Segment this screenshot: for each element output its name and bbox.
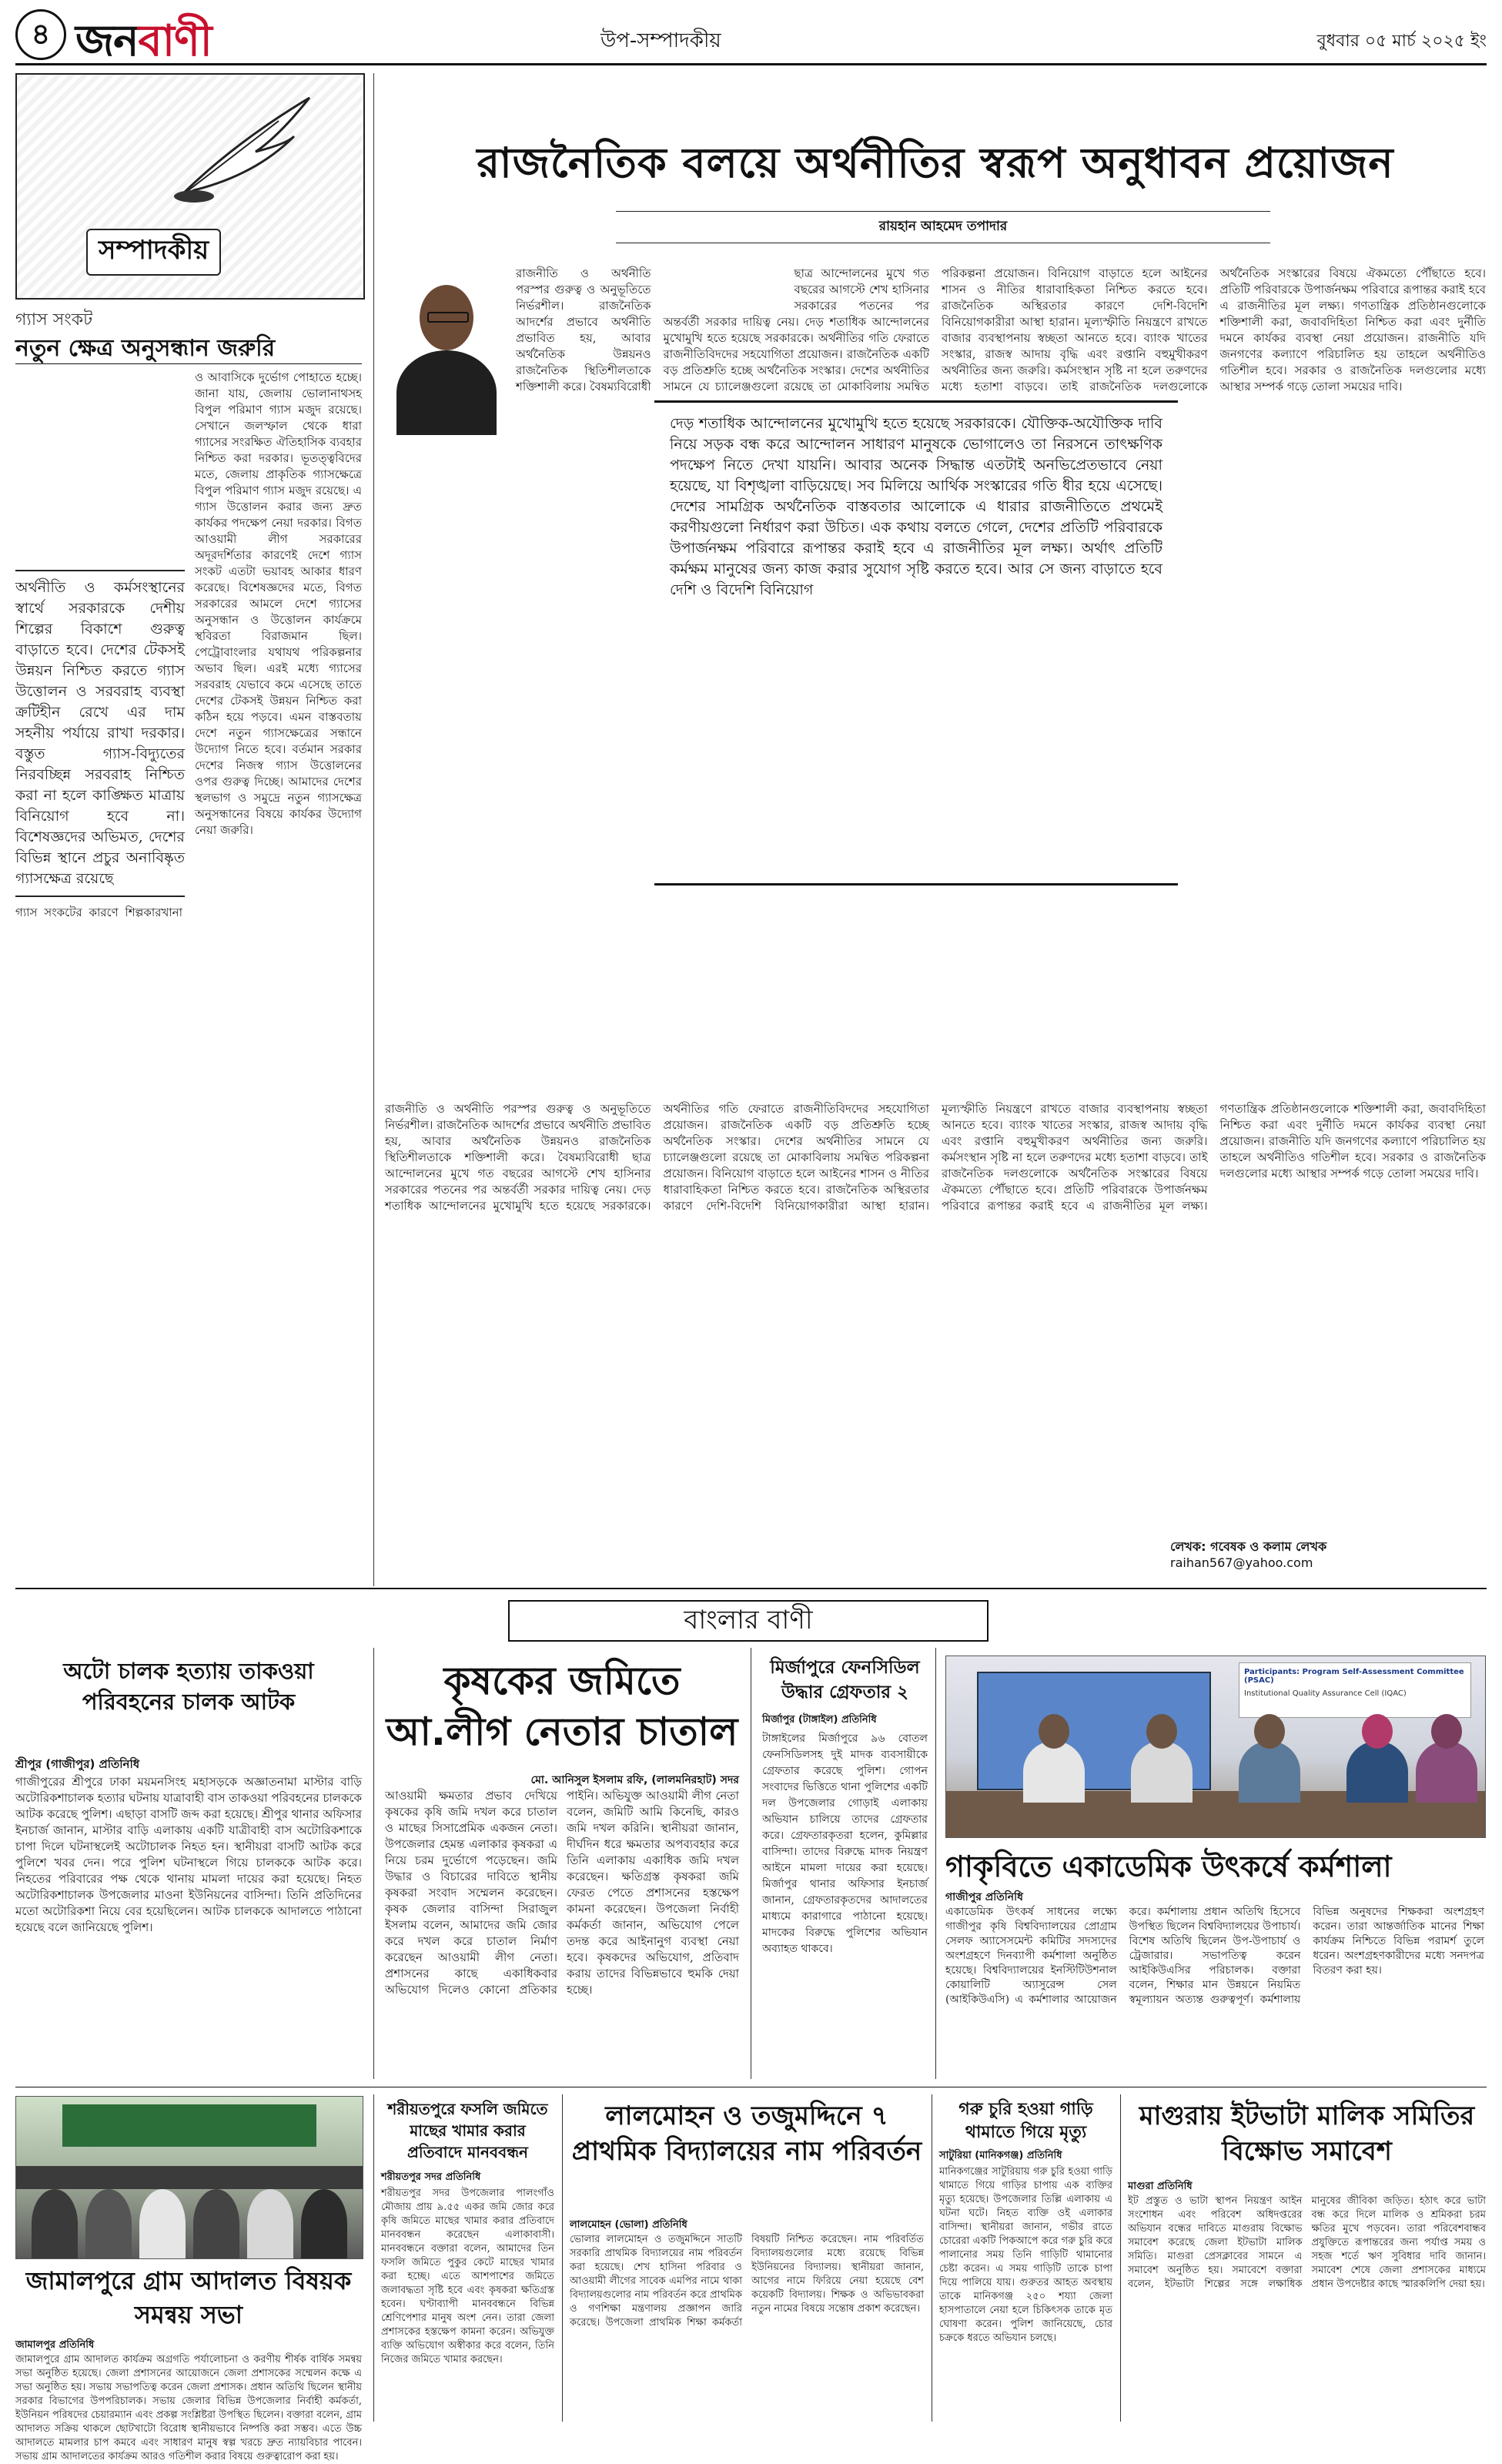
editorial-pull-quote: অর্থনীতি ও কর্মসংস্থানের স্বার্থে সরকারকে দেশীয় শিল্পের বিকাশে গুরুত্ব বাড়াতে হবে। দেশের টেকসই উন্নয়ন নিশ্চিত করতে গ্যাস উত্তোলন ও সরবরাহ ব্যবস্থা ক্রটিহীন রেখে এর দাম সহনীয় পর্যায়ে রাখা দরকার। বস্তুত গ্যাস-বিদ্যুতের নিরবচ্ছিন্ন সরবরাহ নিশ্চিত করা না হলে কাঙ্ক্ষিত মাত্রায় বিনিয়োগ হবে না। বিশেষজ্ঞদের অভিমত, দেশের বিভিন্ন স্থানে প্রচুর অনাবিষ্কৃত গ্যাসক্ষেত্র রয়েছে	[15, 570, 185, 897]
jamalpur-dateline: জামালপুর প্রতিনিধি	[15, 2339, 95, 2351]
jamalpur-headline: জামালপুরে গ্রাম আদালত বিষয়ক সমন্বয় সভা	[25, 2266, 352, 2329]
quill-pen-icon	[163, 90, 317, 206]
mirzapur-headline: মির্জাপুরে ফেনসিডিল উদ্ধার গ্রেফতার ২	[770, 1658, 920, 1702]
editorial-title: সম্পাদকীয়	[86, 229, 221, 276]
section-top-rule	[15, 1588, 1487, 1589]
land-story-body: আওয়ামী ক্ষমতার প্রভাব দেখিয়ে কৃষকের কৃষি জমি দখল করে চাতাল ও মাছের সিসাপ্রেমিক একজন নেতা। উপজেলার হেমন্ত এলাকার কৃষকরা এ নিয়ে চরম দুর্ভোগে পড়েছেন। জমি উদ্ধার ও বিচারের দাবিতে স্থানীয় কৃষকরা সংবাদ সম্মেলন করেছেন। কৃষক জেলার বাসিন্দা সিরাজুল ইসলাম বলেন, আমাদের জমি জোর করে দখল করে চাতাল নির্মাণ করেছেন আওয়ামী লীগ নেতা। প্রশাসনের কাছে একাধিকবার অভিযোগ দিলেও কোনো প্রতিকার পাইনি। অভিযুক্ত আওয়ামী লীগ নেতা বলেন, জমিটি আমি কিনেছি, কারও জমি দখল করিনি। স্থানীয়রা জানান, দীর্ঘদিন ধরে ক্ষমতার অপব্যবহার করে তিনি এলাকায় একাধিক জমি দখল করেছেন। ক্ষতিগ্রস্ত কৃষকরা জমি ফেরত পেতে প্রশাসনের হস্তক্ষেপ কামনা করেছেন। উপজেলা নির্বাহী কর্মকর্তা জানান, অভিযোগ পেলে তদন্ত করে আইনানুগ ব্যবস্থা নেয়া হবে। কৃষকদের অভিযোগ, প্রতিবাদ করায় তাদের বিভিন্নভাবে হুমকি দেয়া হচ্ছে।	[385, 1789, 739, 1997]
op-ed-pull-quote-box	[654, 400, 1178, 886]
op-ed-headline: রাজনৈতিক বলয়ে অর্থনীতির স্বরূপ অনুধাবন প্রয়োজন	[477, 139, 1394, 187]
column-rule	[1120, 2094, 1121, 2422]
workshop-banner-text-1: Participants: Program Self-Assessment Committee (PSAC)	[1244, 1668, 1464, 1685]
satuira-headline: গরু চুরি হওয়া গাড়ি থামাতে গিয়ে মৃত্যু	[958, 2100, 1093, 2142]
column-rule	[562, 2094, 563, 2422]
column-rule	[373, 73, 374, 1586]
op-ed-byline: রায়হান আহমেদ তপাদার	[616, 211, 1270, 243]
magura-headline: মাগুরায় ইটভাটা মালিক সমিতির বিক্ষোভ সমাবেশ	[1139, 2101, 1475, 2167]
op-ed-body-continued	[385, 1101, 1486, 1532]
workshop-dateline: গাজীপুর প্রতিনিধি	[945, 1891, 1024, 1903]
author-note: লেখক: গবেষক ও কলাম লেখক	[1170, 1539, 1327, 1554]
shariatpur-dateline: শরীয়তপুর সদর প্রতিনিধি	[381, 2171, 481, 2183]
op-ed-text: রাজনীতি ও অর্থনীতি পরস্পর গুরুত্ব ও অনুভূতিতে নির্ভরশীল। রাজনৈতিক আদর্শের প্রভাবে অর্থনীতি প্রভাবিত হয়, আবার অর্থনৈতিক উন্নয়নও রাজনৈতিক স্থিতিশীলতাকে শক্তিশালী করে। বৈষম্যবিরোধী ছাত্র আন্দোলনের মুখে গত বছরের আগস্টে শেখ হাসিনার সরকারের পতনের পর অন্তর্বর্তী সরকার দায়িত্ব নেয়। দেড় শতাধিক আন্দোলনের মুখোমুখি হতে হয়েছে সরকারকে। অর্থনীতির গতি ফেরাতে রাজনীতিবিদদের সহযোগিতা প্রয়োজন। রাজনৈতিক একটি বড় প্রতিশ্রুতি হচ্ছে অর্থনৈতিক সংস্কার। দেশের অর্থনীতির সামনে যে চ্যালেঞ্জগুলো রয়েছে তা মোকাবিলায় সমন্বিত পরিকল্পনা প্রয়োজন। বিনিয়োগ বাড়াতে হলে আইনের শাসন ও নীতির ধারাবাহিকতা নিশ্চিত করতে হবে। রাজনৈতিক অস্থিরতার কারণে দেশি-বিদেশি বিনিয়োগকারীরা আস্থা হারান। মূল্যস্ফীতি নিয়ন্ত্রণে রাখতে বাজার ব্যবস্থাপনায় স্বচ্ছতা আনতে হবে। ব্যাংক খাতের সংস্কার, রাজস্ব আদায় বৃদ্ধি এবং রপ্তানি বহুমুখীকরণ অর্থনীতির জন্য জরুরি। কর্মসংস্থান সৃষ্টি না হলে তরুণদের মধ্যে হতাশা বাড়বে। তাই রাজনৈতিক দলগুলোকে অর্থনৈতিক সংস্কারের বিষয়ে ঐকমত্যে পৌঁছাতে হবে। প্রতিটি পরিবারকে উপার্জনক্ষম পরিবারে রূপান্তর করাই হবে এ রাজনীতির মূল লক্ষ্য। গণতান্ত্রিক প্রতিষ্ঠানগুলোকে শক্তিশালী করা, জবাবদিহিতা নিশ্চিত করা এবং দুর্নীতি দমনে কার্যকর ব্যবস্থা নেয়া প্রয়োজন। রাজনীতি যদি জনগণের কল্যাণে পরিচালিত হয় তাহলে অর্থনীতিও গতিশীল হবে। সরকার ও রাজনৈতিক দলগুলোর মধ্যে আস্থার সম্পর্ক গড়ে তোলা সময়ের দাবি।	[516, 266, 1486, 393]
editorial-headline: নতুন ক্ষেত্র অনুসন্ধান জরুরি	[15, 335, 276, 362]
workshop-photo-banner	[1239, 1662, 1471, 1718]
lalmohan-body: ভোলার লালমোহন ও তজুমদ্দিনে সাতটি সরকারি প্রাথমিক বিদ্যালয়ের নাম পরিবর্তন করা হয়েছে। শেখ হাসিনা পরিবার ও আওয়ামী লীগের সাবেক এমপির নামে থাকা বিদ্যালয়গুলোর নাম পরিবর্তন করে প্রাথমিক ও গণশিক্ষা মন্ত্রণালয় প্রজ্ঞাপন জারি করেছে। উপজেলা প্রাথমিক শিক্ষা কর্মকর্তা বিষয়টি নিশ্চিত করেছেন। নাম পরিবর্তিত বিদ্যালয়গুলোর মধ্যে রয়েছে বিভিন্ন ইউনিয়নের বিদ্যালয়। স্থানীয়রা জানান, আগের নামে ফিরিয়ে নেয়া হয়েছে বেশ কয়েকটি বিদ্যালয়। শিক্ষক ও অভিভাবকরা নতুন নামের বিষয়ে সন্তোষ প্রকাশ করেছেন।	[570, 2234, 924, 2328]
column-rule	[373, 2094, 374, 2422]
shariatpur-headline: শরীয়তপুরে ফসলি জমিতে মাছের খামার করার প্রতিবাদে মানববন্ধন	[387, 2100, 548, 2161]
author-email[interactable]: raihan567@yahoo.com	[1170, 1555, 1313, 1570]
auto-story-body: গাজীপুরের শ্রীপুরে ঢাকা ময়মনসিংহ মহাসড়কে অজ্ঞাতনামা মাস্টার বাড়ি অটোরিকশাচালক হত্যার ঘটনায় যাত্রাবাহী বাস তাকওয়া পরিবহনের চালককে আটক করেছে পুলিশ। এছাড়া বাসটি জব্দ করা হয়েছে। শ্রীপুর থানার অফিসার ইনচার্জ জানান, মাস্টার বাড়ি এলাকায় একটি যাত্রীবাহী বাস অটোরিকশাকে চাপা দিলে ঘটনাস্থলেই অটোচালক নিহত হন। স্থানীয়রা বাসটি আটক করে পুলিশে খবর দেন। পরে পুলিশ ঘটনাস্থলে গিয়ে চালককে আটক করে। নিহতের পরিবারের পক্ষ থেকে থানায় মামলা দায়ের করা হয়েছে। নিহত অটোরিকশাচালক উপজেলার মাওনা ইউনিয়নের বাসিন্দা। তিনি প্রতিদিনের মতো অটোরিকশা নিয়ে বের হয়েছিলেন। আটক চালককে আদালতে পাঠানো হয়েছে বলে জানিয়েছে পুলিশ।	[15, 1775, 362, 1934]
lalmohan-dateline: লালমোহন (ভোলা) প্রতিনিধি	[570, 2219, 687, 2231]
lalmohan-headline: লালমোহন ও তজুমদ্দিনে ৭ প্রাথমিক বিদ্যালয়ের নাম পরিবর্তন	[571, 2101, 922, 2167]
editorial-divider	[15, 363, 362, 364]
workshop-photo	[945, 1656, 1486, 1838]
workshop-body: একাডেমিক উৎকর্ষ সাধনের লক্ষ্যে গাজীপুর কৃষি বিশ্ববিদ্যালয়ের প্রোগ্রাম সেলফ অ্যাসেসমেন্ট কমিটির সদস্যদের অংশগ্রহণে দিনব্যাপী কর্মশালা অনুষ্ঠিত হয়েছে। বিশ্ববিদ্যালয়ের ইনস্টিটিউশনাল কোয়ালিটি অ্যাসুরেন্স সেল (আইকিউএসি) এ কর্মশালার আয়োজন করে। কর্মশালায় প্রধান অতিথি হিসেবে উপস্থিত ছিলেন বিশ্ববিদ্যালয়ের উপাচার্য। বিশেষ অতিথি ছিলেন উপ-উপাচার্য ও ট্রেজারার। সভাপতিত্ব করেন আইকিউএসির পরিচালক। বক্তারা বলেন, শিক্ষার মান উন্নয়নে নিয়মিত স্বমূল্যায়ন অত্যন্ত গুরুত্বপূর্ণ। কর্মশালায় বিভিন্ন অনুষদের শিক্ষকরা অংশগ্রহণ করেন। তারা আন্তর্জাতিক মানের শিক্ষা কার্যক্রম নিশ্চিতে বিভিন্ন পরামর্শ তুলে ধরেন। অংশগ্রহণকারীদের মধ্যে সনদপত্র বিতরণ করা হয়।	[945, 1906, 1484, 2006]
editorial-kicker: গ্যাস সংকট	[15, 310, 93, 330]
jamalpur-body: জামালপুরে গ্রাম আদালত কার্যক্রম অগ্রগতি পর্যালোচনা ও করণীয় শীর্ষক বার্ষিক সমন্বয় সভা অনুষ্ঠিত হয়েছে। জেলা প্রশাসনের আয়োজনে জেলা প্রশাসকের সম্মেলন কক্ষে এ সভা অনুষ্ঠিত হয়। সভায় সভাপতিত্ব করেন জেলা প্রশাসক। প্রধান অতিথি ছিলেন স্থানীয় সরকার বিভাগের উপপরিচালক। সভায় জেলার বিভিন্ন উপজেলার নির্বাহী কর্মকর্তা, ইউনিয়ন পরিষদের চেয়ারম্যান এবং প্রকল্প সংশ্লিষ্টরা উপস্থিত ছিলেন। বক্তারা বলেন, গ্রাম আদালত সক্রিয় থাকলে ছোটখাটো বিরোধ স্থানীয়ভাবে নিষ্পত্তি করা সম্ভব। এতে উচ্চ আদালতে মামলার চাপ কমবে এবং সাধারণ মানুষ স্বল্প খরচে দ্রুত ন্যায়বিচার পাবেন। সভায় গ্রাম আদালতের কার্যক্রম আরও গতিশীল করার বিষয়ে গুরুত্বারোপ করা হয়।	[15, 2354, 362, 2462]
land-story-headline: কৃষকের জমিতে আ.লীগ নেতার চাতাল	[386, 1659, 738, 1754]
workshop-headline: গাকৃবিতে একাডেমিক উৎকর্ষে কর্মশালা	[945, 1850, 1392, 1883]
shariatpur-body: শরীয়তপুর সদর উপজেলার পালংগাঁও মৌজায় প্রায় ৯.৫৫ একর জমি জোর করে কৃষি জমিতে মাছের খামার করার প্রতিবাদে মানববন্ধন করেছেন এলাকাবাসী। মানববন্ধনে বক্তারা বলেন, আমাদের তিন ফসলি জমিতে পুকুর কেটে মাছের খামার করা হচ্ছে। এতে আশপাশের জমিতে জলাবদ্ধতা সৃষ্টি হবে এবং কৃষকরা ক্ষতিগ্রস্ত হবেন। ঘণ্টাব্যাপী মানববন্ধনে বিভিন্ন শ্রেণিপেশার মানুষ অংশ নেন। তারা জেলা প্রশাসকের হস্তক্ষেপ কামনা করেন। অভিযুক্ত ব্যক্তি অভিযোগ অস্বীকার করে বলেন, তিনি নিজের জমিতে খামার করছেন।	[381, 2188, 554, 2365]
mirzapur-dateline: মির্জাপুর (টাঙ্গাইল) প্রতিনিধি	[762, 1714, 877, 1726]
column-rule	[935, 1648, 936, 2079]
brand-part-1: জন	[75, 16, 139, 66]
auto-story-headline: অটো চালক হত্যায় তাকওয়া পরিবহনের চালক আটক	[63, 1658, 314, 1715]
editorial-text: গ্যাস সংকটের কারণে শিল্পকারখানা ও আবাসিকে দুর্ভোগ পোহাতে হচ্ছে। জানা যায়, জেলায় ভোলানাথসহ বিপুল পরিমাণ গ্যাস মজুদ রয়েছে। সেখানে জলস্ফাল থেকে ধারা গ্যাসের সংরক্ষিত ঐতিহাসিক ব্যবহার নিশ্চিত করা দরকার। ভূতত্ত্ববিদের মতে, জেলায় প্রাকৃতিক গ্যাসক্ষেত্রে বিপুল পরিমাণ গ্যাস মজুদ রয়েছে। এ গ্যাস উত্তোলন করার জন্য দ্রুত কার্যকর পদক্ষেপ নেয়া দরকার। বিগত আওয়ামী লীগ সরকারের অদূরদর্শিতার কারণেই দেশে গ্যাস সংকট এতটা ভয়াবহ আকার ধারণ করেছে। বিশেষজ্ঞদের মতে, বিগত সরকারের আমলে দেশে গ্যাসের অনুসন্ধান ও উত্তোলন কার্যক্রমে স্থবিরতা বিরাজমান ছিল। পেট্রোবাংলার যথাযথ পরিকল্পনার অভাব ছিল। এরই মধ্যে গ্যাসের সরবরাহ যেভাবে কমে এসেছে তাতে দেশের টেকসই উন্নয়ন নিশ্চিত করা কঠিন হয়ে পড়বে। এমন বাস্তবতায় দেশে নতুন গ্যাসক্ষেত্রের সন্ধানে উদ্যোগ নিতে হবে। বর্তমান সরকার দেশের নিজস্ব গ্যাস উত্তোলনের ওপর গুরুত্ব দিচ্ছে। আমাদের দেশের স্থলভাগ ও সমুদ্রে নতুন গ্যাসক্ষেত্র অনুসন্ধানের বিষয়ে কার্যকর উদ্যোগ নেয়া জরুরি।	[15, 370, 362, 919]
editorial-box	[15, 73, 365, 300]
column-rule	[373, 1648, 374, 2079]
meeting-table	[16, 2166, 363, 2189]
meeting-banner	[62, 2104, 316, 2147]
magura-body: ইট প্রস্তুত ও ভাটা স্থাপন নিয়ন্ত্রণ আইন সংশোধন এবং পরিবেশ অধিদপ্তরের অভিযান বন্ধের দাবিতে মাগুরায় বিক্ষোভ সমাবেশ করেছে জেলা ইটভাটা মালিক সমিতি। মাগুরা প্রেসক্লাবের সামনে এ সমাবেশ অনুষ্ঠিত হয়। সমাবেশে বক্তারা বলেন, ইটভাটা শিল্পের সঙ্গে লক্ষাধিক মানুষের জীবিকা জড়িত। হঠাৎ করে ভাটা বন্ধ করে দিলে মালিক ও শ্রমিকরা চরম ক্ষতির মুখে পড়বেন। তারা পরিবেশবান্ধব প্রযুক্তিতে রূপান্তরের জন্য পর্যাপ্ত সময় ও সহজ শর্তে ঋণ সুবিধার দাবি জানান। সমাবেশ শেষে জেলা প্রশাসকের মাধ্যমে প্রধান উপদেষ্টার কাছে স্মারকলিপি দেয়া হয়।	[1128, 2195, 1486, 2290]
mirzapur-body: টাঙ্গাইলের মির্জাপুরে ৯৬ বোতল ফেনসিডিলসহ দুই মাদক ব্যবসায়ীকে গ্রেফতার করেছে পুলিশ। গোপন সংবাদের ভিত্তিতে থানা পুলিশের একটি দল উপজেলার গোড়াই এলাকায় অভিযান চালিয়ে তাদের গ্রেফতার করে। গ্রেফতারকৃতরা হলেন, কুমিল্লার বাসিন্দা। তাদের বিরুদ্ধে মাদক নিয়ন্ত্রণ আইনে মামলা দায়ের করা হয়েছে। মির্জাপুর থানার অফিসার ইনচার্জ জানান, গ্রেফতারকৃতদের আদালতের মাধ্যমে কারাগারে পাঠানো হয়েছে। মাদকের বিরুদ্ধে পুলিশের অভিযান অব্যাহত থাকবে।	[762, 1732, 928, 1955]
workshop-banner-text-2: Institutional Quality Assurance Cell (IQAC)	[1244, 1689, 1407, 1698]
land-story-byline: মো. আনিসুল ইসলাম রফি, (লালমনিরহাট) সদর	[530, 1774, 739, 1786]
auto-story-dateline: শ্রীপুর (গাজীপুর) প্রতিনিধি	[15, 1757, 140, 1771]
publication-date: বুধবার ০৫ মার্চ ২০২৫ ইং	[1316, 32, 1487, 51]
page-number: ৪	[15, 9, 66, 60]
section-label: উপ-সম্পাদকীয়	[600, 29, 721, 52]
magura-dateline: মাগুরা প্রতিনিধি	[1128, 2181, 1193, 2192]
brand-part-2: বাণী	[138, 16, 212, 66]
op-ed-text-continued: রাজনীতি ও অর্থনীতি পরস্পর গুরুত্ব ও অনুভূতিতে নির্ভরশীল। রাজনৈতিক আদর্শের প্রভাবে অর্থনীতি প্রভাবিত হয়, আবার অর্থনৈতিক উন্নয়নও রাজনৈতিক স্থিতিশীলতাকে শক্তিশালী করে। বৈষম্যবিরোধী ছাত্র আন্দোলনের মুখে গত বছরের আগস্টে শেখ হাসিনার সরকারের পতনের পর অন্তর্বর্তী সরকার দায়িত্ব নেয়। দেড় শতাধিক আন্দোলনের মুখোমুখি হতে হয়েছে সরকারকে। অর্থনীতির গতি ফেরাতে রাজনীতিবিদদের সহযোগিতা প্রয়োজন। রাজনৈতিক একটি বড় প্রতিশ্রুতি হচ্ছে অর্থনৈতিক সংস্কার। দেশের অর্থনীতির সামনে যে চ্যালেঞ্জগুলো রয়েছে তা মোকাবিলায় সমন্বিত পরিকল্পনা প্রয়োজন। বিনিয়োগ বাড়াতে হলে আইনের শাসন ও নীতির ধারাবাহিকতা নিশ্চিত করতে হবে। রাজনৈতিক অস্থিরতার কারণে দেশি-বিদেশি বিনিয়োগকারীরা আস্থা হারান। মূল্যস্ফীতি নিয়ন্ত্রণে রাখতে বাজার ব্যবস্থাপনায় স্বচ্ছতা আনতে হবে। ব্যাংক খাতের সংস্কার, রাজস্ব আদায় বৃদ্ধি এবং রপ্তানি বহুমুখীকরণ অর্থনীতির জন্য জরুরি। কর্মসংস্থান সৃষ্টি না হলে তরুণদের মধ্যে হতাশা বাড়বে। তাই রাজনৈতিক দলগুলোকে অর্থনৈতিক সংস্কারের বিষয়ে ঐকমত্যে পৌঁছাতে হবে। প্রতিটি পরিবারকে উপার্জনক্ষম পরিবারে রূপান্তর করাই হবে এ রাজনীতির মূল লক্ষ্য। গণতান্ত্রিক প্রতিষ্ঠানগুলোকে শক্তিশালী করা, জবাবদিহিতা নিশ্চিত করা এবং দুর্নীতি দমনে কার্যকর ব্যবস্থা নেয়া প্রয়োজন। রাজনীতি যদি জনগণের কল্যাণে পরিচালিত হয় তাহলে অর্থনীতিও গতিশীল হবে। সরকার ও রাজনৈতিক দলগুলোর মধ্যে আস্থার সম্পর্ক গড়ে তোলা সময়ের দাবি।	[385, 1102, 1486, 1213]
masthead	[15, 8, 1487, 65]
satuira-body: মানিকগঞ্জের সাটুরিয়ায় গরু চুরি হওয়া গাড়ি থামাতে গিয়ে গাড়ির চাপায় এক ব্যক্তির মৃত্যু হয়েছে। উপজেলার তিল্লি এলাকায় এ ঘটনা ঘটে। নিহত ব্যক্তি ওই এলাকার বাসিন্দা। স্থানীয়রা জানান, গভীর রাতে চোরেরা একটি পিকআপে করে গরু চুরি করে পালানোর সময় তিনি গাড়িটি থামানোর চেষ্টা করেন। এ সময় গাড়িটি তাকে চাপা দিয়ে পালিয়ে যায়। গুরুতর আহত অবস্থায় তাকে মানিকগঞ্জ ২৫০ শয্যা জেলা হাসপাতালে নেয়া হলে চিকিৎসক তাকে মৃত ঘোষণা করেন। পুলিশ জানিয়েছে, চোর চক্রকে ধরতে অভিযান চলছে।	[939, 2166, 1112, 2344]
section-banner: বাংলার বাণী	[508, 1600, 989, 1642]
editorial-body	[15, 370, 362, 1548]
newspaper-logo	[75, 8, 212, 80]
satuira-dateline: সাটুরিয়া (মানিকগঞ্জ) প্রতিনিধি	[939, 2150, 1062, 2161]
jamalpur-photo	[15, 2096, 363, 2259]
op-ed-pull-quote: দেড় শতাধিক আন্দোলনের মুখোমুখি হতে হয়েছে সরকারকে। যৌক্তিক-অযৌক্তিক দাবি নিয়ে সড়ক বন্ধ করে আন্দোলন সাধারণ মানুষকে ভোগালেও তা নিরসনে তাৎক্ষণিক পদক্ষেপ নিতে দেখা যায়নি। আবার অনেক সিদ্ধান্ত এতটাই অনভিপ্রেতভাবে নেয়া হয়েছে, যা বিশৃঙ্খলা বাড়িয়েছে। সব মিলিয়ে আর্থিক সংস্কারের গতি ধীর হয়ে এসেছে। দেশের সামগ্রিক অর্থনৈতিক বাস্তবতার আলোকে এ ধারার রাজনীতিতে প্রথমেই করণীয়গুলো নির্ধারণ করা উচিত। এক কথায় বলতে গেলে, দেশের প্রতিটি পরিবারকে উপার্জনক্ষম পরিবারে রূপান্তর করাই হবে এ রাজনীতির মূল লক্ষ্য। অর্থাৎ প্রতিটি কর্মক্ষম মানুষের জন্য কাজ করার সুযোগ সৃষ্টি করতে হবে। আর সে জন্য বাড়াতে হবে দেশি ও বিদেশি বিনিয়োগ	[670, 415, 1162, 598]
